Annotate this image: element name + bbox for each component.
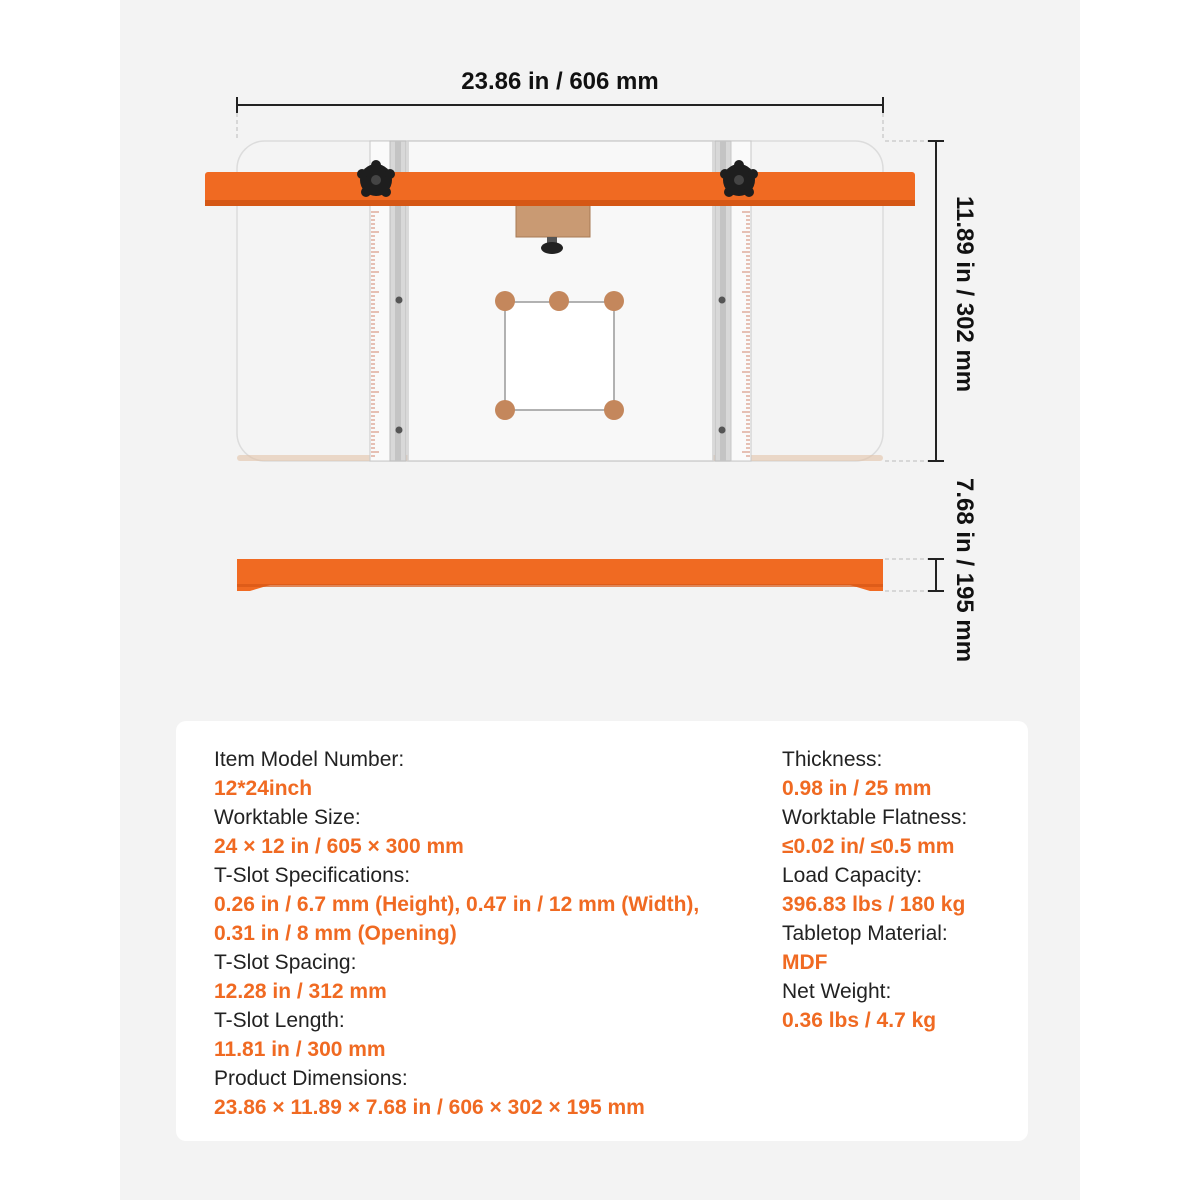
spec-value: MDF bbox=[782, 951, 828, 974]
spec-value: 12.28 in / 312 mm bbox=[214, 980, 387, 1003]
fence-block bbox=[516, 204, 590, 237]
spec-label: Worktable Flatness: bbox=[782, 806, 968, 829]
spec-load-capacity bbox=[782, 861, 1022, 919]
spec-worktable-flatness bbox=[782, 803, 1022, 861]
spec-label: Thickness: bbox=[782, 748, 883, 771]
spec-label: T-Slot Spacing: bbox=[214, 951, 357, 974]
fence-lock-knob bbox=[541, 242, 563, 254]
width-dimension-line bbox=[237, 97, 883, 140]
spec-value: 0.26 in / 6.7 mm (Height), 0.47 in / 12 mm (Width), bbox=[214, 893, 700, 916]
spec-value: 0.98 in / 25 mm bbox=[782, 777, 932, 800]
screw bbox=[719, 427, 726, 434]
spec-model-number bbox=[214, 745, 774, 803]
spec-value-continued: 0.31 in / 8 mm (Opening) bbox=[214, 922, 457, 945]
spec-label: Load Capacity: bbox=[782, 864, 923, 887]
screw bbox=[719, 297, 726, 304]
spec-label: Item Model Number: bbox=[214, 748, 405, 771]
spec-thickness bbox=[782, 745, 1022, 803]
spec-value: 23.86 × 11.89 × 7.68 in / 606 × 302 × 195 mm bbox=[214, 1096, 645, 1119]
height-dimension-line bbox=[885, 559, 944, 591]
specifications-card bbox=[176, 721, 1028, 1141]
router-opening bbox=[505, 302, 614, 410]
width-dimension-label: 23.86 in / 606 mm bbox=[461, 68, 659, 95]
spec-tabletop-material bbox=[782, 919, 1022, 977]
spec-value: 0.36 lbs / 4.7 kg bbox=[782, 1009, 937, 1032]
spec-worktable-size bbox=[214, 803, 774, 861]
spec-label: Net Weight: bbox=[782, 980, 892, 1003]
spec-label: T-Slot Specifications: bbox=[214, 864, 411, 887]
spec-value: 24 × 12 in / 605 × 300 mm bbox=[214, 835, 464, 858]
specs-left-column bbox=[214, 745, 774, 1122]
height-dimension-label: 7.68 in / 195 mm bbox=[951, 478, 978, 663]
spec-value: 11.81 in / 300 mm bbox=[214, 1038, 386, 1061]
screw bbox=[396, 297, 403, 304]
depth-dimension-label: 11.89 in / 302 mm bbox=[951, 196, 978, 393]
spec-t-slot-length bbox=[214, 1006, 774, 1064]
spec-t-slot-specifications bbox=[214, 861, 774, 948]
specs-right-column bbox=[782, 745, 1022, 1035]
spec-label: Worktable Size: bbox=[214, 806, 361, 829]
spec-value: 12*24inch bbox=[214, 777, 313, 800]
spec-value: 396.83 lbs / 180 kg bbox=[782, 893, 966, 916]
spec-net-weight bbox=[782, 977, 1022, 1035]
spec-label: Product Dimensions: bbox=[214, 1067, 408, 1090]
spec-label: T-Slot Length: bbox=[214, 1009, 345, 1032]
screw bbox=[396, 427, 403, 434]
spec-value: ≤0.02 in/ ≤0.5 mm bbox=[782, 835, 955, 858]
spec-product-dimensions bbox=[214, 1064, 774, 1122]
spec-t-slot-spacing bbox=[214, 948, 774, 1006]
spec-label: Tabletop Material: bbox=[782, 922, 948, 945]
